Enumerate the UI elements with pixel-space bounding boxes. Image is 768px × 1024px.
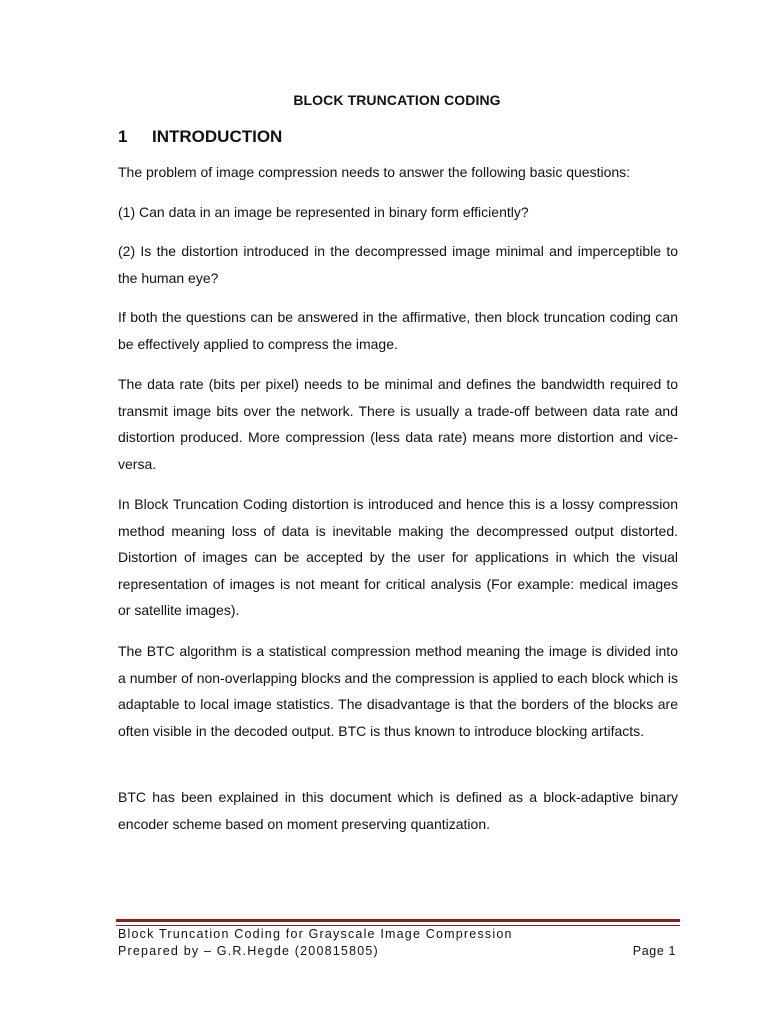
section-heading <box>118 127 282 147</box>
section-title: INTRODUCTION <box>152 127 283 146</box>
footer-document-title: Block Truncation Coding for Grayscale Image Compression <box>118 927 513 941</box>
footer-rule-thin <box>116 925 680 926</box>
footer-author: Prepared by – G.R.Hegde (200815805) <box>118 944 379 958</box>
paragraph-question-2: (2) Is the distortion introduced in the decompressed image minimal and imperceptible to the human eye? <box>118 243 678 286</box>
footer-page-number: Page 1 <box>632 944 676 958</box>
footer-rule-thick <box>116 919 680 922</box>
paragraph-btc-algorithm: The BTC algorithm is a statistical compression method meaning the image is divided into a number of non-overlapping blocks and the compression is applied to each block which is adaptable to local image statistics. The disadvantage is that the borders of the blocks are often visible in the decoded output. BTC is thus known to introduce blocking artifacts. <box>118 643 678 739</box>
section-number: 1 <box>118 127 128 146</box>
paragraph-affirmative: If both the questions can be answered in the affirmative, then block truncation coding can be effectively applied to compress the image. <box>118 309 678 352</box>
paragraph-data-rate: The data rate (bits per pixel) needs to be minimal and defines the bandwidth required to transmit image bits over the network. There is usually a trade-off between data rate and distortion produced. More compression (less data rate) means more distortion and vice-versa. <box>118 376 678 472</box>
paragraph-lossy: In Block Truncation Coding distortion is introduced and hence this is a lossy compression method meaning loss of data is inevitable making the decompressed output distorted. Distortion of images can be accepted by the user for applications in which the visual representation of images is not meant for critical analysis (For example: medical images or satellite images). <box>118 496 678 618</box>
paragraph-question-1: (1) Can data in an image be represented in binary form efficiently? <box>118 204 529 220</box>
paragraph-intro: The problem of image compression needs to answer the following basic questions: <box>118 164 631 180</box>
document-title: BLOCK TRUNCATION CODING <box>293 92 501 108</box>
paragraph-btc-explained: BTC has been explained in this document which is defined as a block-adaptive binary encoder scheme based on moment preserving quantization. <box>118 789 678 832</box>
